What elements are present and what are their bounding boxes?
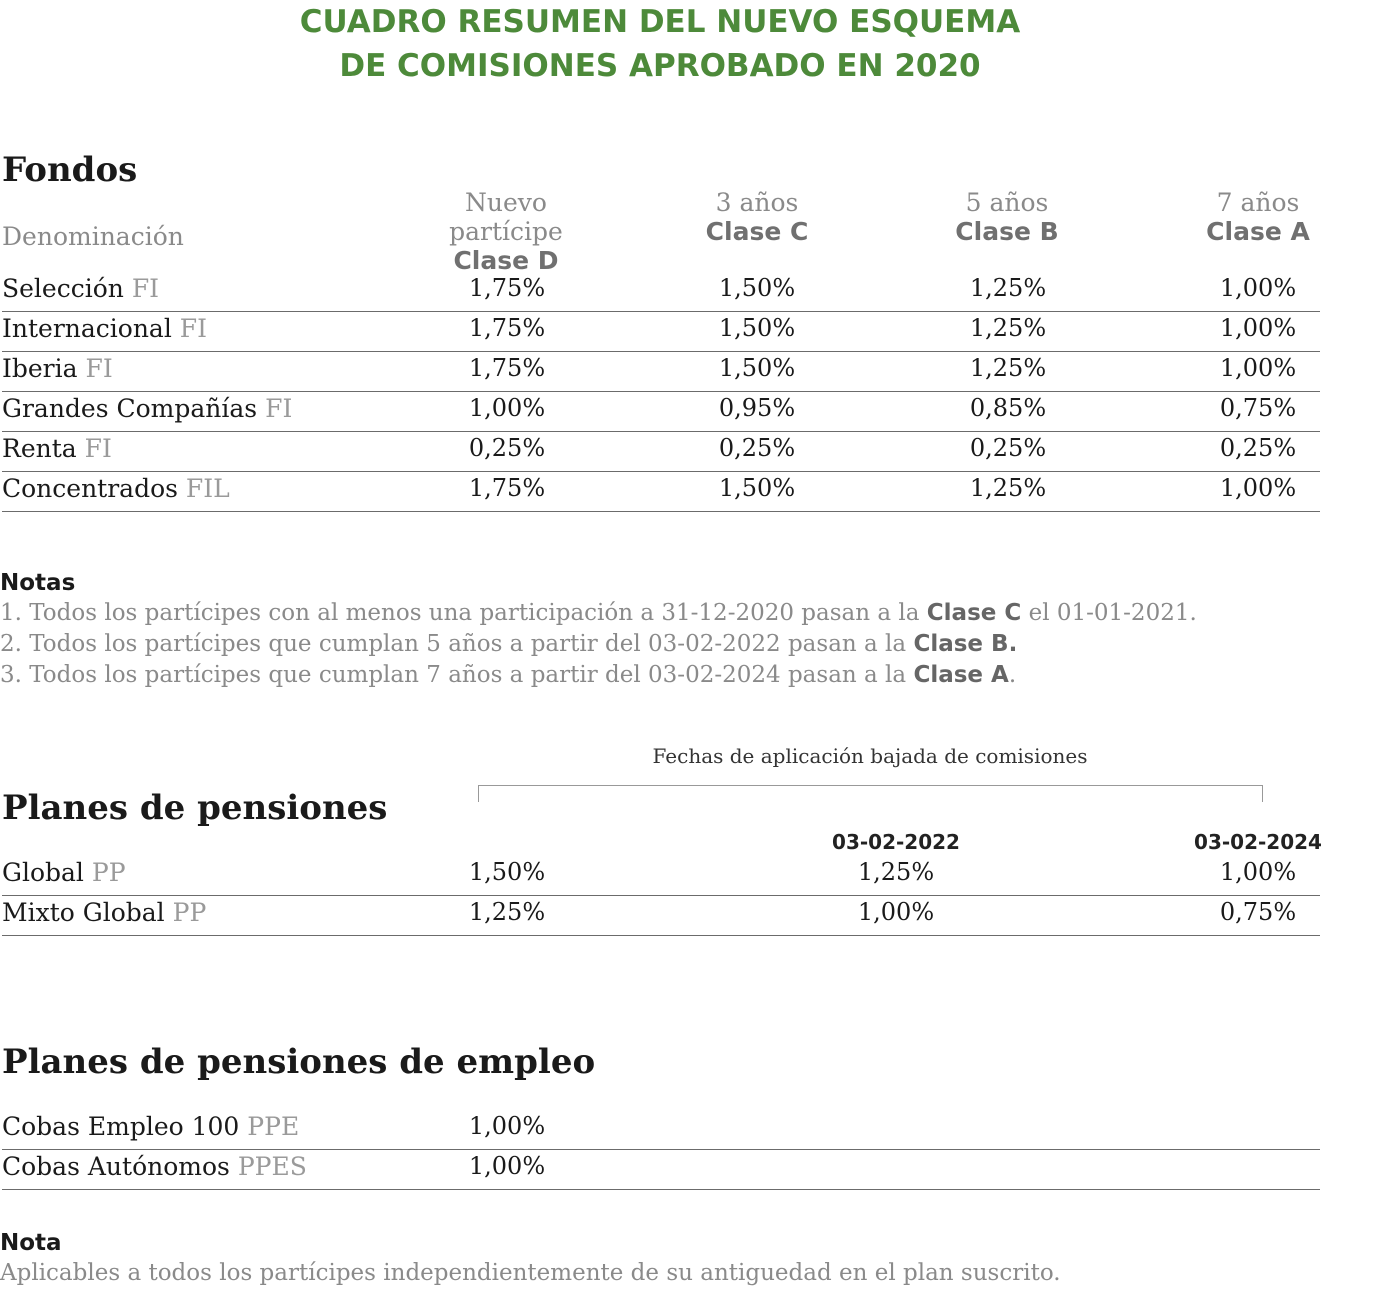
value-clase-a: 1,00% <box>1219 314 1297 342</box>
value-clase-b: 1,25% <box>969 354 1047 382</box>
fechas-bracket <box>478 785 1263 802</box>
empleo-name <box>2 1112 299 1141</box>
value-clase-d: 0,25% <box>468 434 546 462</box>
nota-heading: Nota <box>0 1230 62 1256</box>
empleo-heading: Planes de pensiones de empleo <box>2 1042 596 1082</box>
fondo-name-text: Concentrados <box>2 474 178 503</box>
col-header-clase-c <box>657 188 857 246</box>
value-current: 1,50% <box>468 858 546 886</box>
value-clase-b: 1,25% <box>969 314 1047 342</box>
pension-suffix: PP <box>172 898 207 927</box>
value-current: 1,25% <box>468 898 546 926</box>
pension-name-text: Mixto Global <box>2 898 165 927</box>
fondo-name-text: Internacional <box>2 314 172 343</box>
fondo-suffix: FI <box>84 434 112 463</box>
title-line-2: DE COMISIONES APROBADO EN 2020 <box>339 48 981 84</box>
fondos-heading: Fondos <box>2 150 138 190</box>
fondo-name <box>2 394 292 423</box>
fondo-name-text: Selección <box>2 274 124 303</box>
fondo-suffix: FIL <box>185 474 230 503</box>
nota-text: . <box>1008 662 1017 688</box>
fondo-row-iberia <box>2 351 1320 392</box>
pension-row-mixto-global <box>2 895 1320 936</box>
nota-text: 1. Todos los partícipes con al menos una participación a 31-12-2020 pasan a la <box>0 600 927 626</box>
nota-item-1 <box>0 600 1197 626</box>
fondo-row-seleccion <box>2 271 1320 312</box>
value-clase-a: 1,00% <box>1219 354 1297 382</box>
value-clase-d: 1,75% <box>468 314 546 342</box>
col-header-clase: Clase C <box>705 217 809 246</box>
value-clase-a: 0,75% <box>1219 394 1297 422</box>
nota-bold: Clase B. <box>913 631 1018 657</box>
nota-bold: Clase A <box>913 662 1009 688</box>
fechas-label: Fechas de aplicación bajada de comisiones <box>652 744 1088 768</box>
value-clase-b: 0,85% <box>969 394 1047 422</box>
col-header-clase: Clase D <box>453 246 559 275</box>
fondo-suffix: FI <box>179 314 208 343</box>
notas-heading: Notas <box>0 570 76 596</box>
col-header-clase: Clase B <box>955 217 1059 246</box>
value-clase-d: 1,75% <box>468 474 546 502</box>
nota-item-2 <box>0 631 1017 657</box>
empleo-value: 1,00% <box>468 1112 546 1140</box>
nota-bold: Clase C <box>926 600 1022 626</box>
col-header-clase-d <box>406 188 606 275</box>
fondo-row-internacional <box>2 311 1320 352</box>
empleo-name-text: Cobas Empleo 100 <box>2 1112 240 1141</box>
empleo-suffix: PPES <box>237 1152 307 1181</box>
empleo-row-cobas-empleo-100 <box>2 1109 1320 1150</box>
value-clase-a: 0,25% <box>1219 434 1297 462</box>
value-clase-a: 1,00% <box>1219 474 1297 502</box>
value-clase-c: 1,50% <box>718 354 796 382</box>
value-2024: 0,75% <box>1219 898 1297 926</box>
date-header-2022: 03-02-2022 <box>832 830 960 854</box>
fondo-suffix: FI <box>85 354 113 383</box>
value-2022: 1,25% <box>857 858 935 886</box>
pension-name <box>2 898 206 927</box>
date-header-2024: 03-02-2024 <box>1194 830 1322 854</box>
value-clase-d: 1,75% <box>468 354 546 382</box>
nota-text: el 01-01-2021. <box>1021 600 1197 626</box>
pension-name-text: Global <box>2 858 84 887</box>
page-title <box>0 0 1320 88</box>
nota-text: Aplicables a todos los partícipes independientemente de su antiguedad en el plan suscrito. <box>0 1260 1061 1286</box>
empleo-name <box>2 1152 307 1181</box>
col-header-clase: Clase A <box>1206 217 1310 246</box>
denominacion-header: Denominación <box>2 222 184 251</box>
col-header-clase-b <box>907 188 1107 246</box>
pension-name <box>2 858 126 887</box>
col-header-top: 5 años <box>965 188 1049 217</box>
pensiones-heading: Planes de pensiones <box>2 788 388 828</box>
fondo-name-text: Renta <box>2 434 77 463</box>
nota-text: 3. Todos los partícipes que cumplan 7 años a partir del 03-02-2024 pasan a la <box>0 662 914 688</box>
col-header-top: 7 años <box>1216 188 1300 217</box>
fondo-suffix: FI <box>131 274 160 303</box>
value-clase-c: 1,50% <box>718 314 796 342</box>
value-clase-a: 1,00% <box>1219 274 1297 302</box>
fondo-name <box>2 474 230 503</box>
pension-row-global <box>2 855 1320 896</box>
fondo-row-renta <box>2 431 1320 472</box>
value-clase-b: 1,25% <box>969 474 1047 502</box>
title-line-1: CUADRO RESUMEN DEL NUEVO ESQUEMA <box>299 4 1021 40</box>
nota-item-3 <box>0 662 1016 688</box>
value-clase-c: 0,25% <box>718 434 796 462</box>
empleo-suffix: PPE <box>247 1112 300 1141</box>
fondo-name <box>2 434 112 463</box>
empleo-row-cobas-autonomos <box>2 1149 1320 1190</box>
fondo-name-text: Grandes Compañías <box>2 394 258 423</box>
value-clase-b: 1,25% <box>969 274 1047 302</box>
fondo-name <box>2 354 113 383</box>
empleo-name-text: Cobas Autónomos <box>2 1152 230 1181</box>
fondo-row-grandes-companias <box>2 391 1320 432</box>
value-clase-c: 1,50% <box>718 274 796 302</box>
value-clase-d: 1,75% <box>468 274 546 302</box>
nota-text: 2. Todos los partícipes que cumplan 5 años a partir del 03-02-2022 pasan a la <box>0 631 914 657</box>
fondo-name <box>2 314 207 343</box>
empleo-value: 1,00% <box>468 1152 546 1180</box>
value-clase-c: 1,50% <box>718 474 796 502</box>
fondo-suffix: FI <box>265 394 293 423</box>
value-2024: 1,00% <box>1219 858 1297 886</box>
value-clase-d: 1,00% <box>468 394 546 422</box>
fondo-name <box>2 274 159 303</box>
value-clase-b: 0,25% <box>969 434 1047 462</box>
fondo-row-concentrados <box>2 471 1320 512</box>
col-header-top: Nuevo partícipe <box>449 188 563 246</box>
pension-suffix: PP <box>91 858 126 887</box>
fondo-name-text: Iberia <box>2 354 78 383</box>
col-header-clase-a <box>1158 188 1358 246</box>
value-clase-c: 0,95% <box>718 394 796 422</box>
value-2022: 1,00% <box>857 898 935 926</box>
col-header-top: 3 años <box>715 188 799 217</box>
